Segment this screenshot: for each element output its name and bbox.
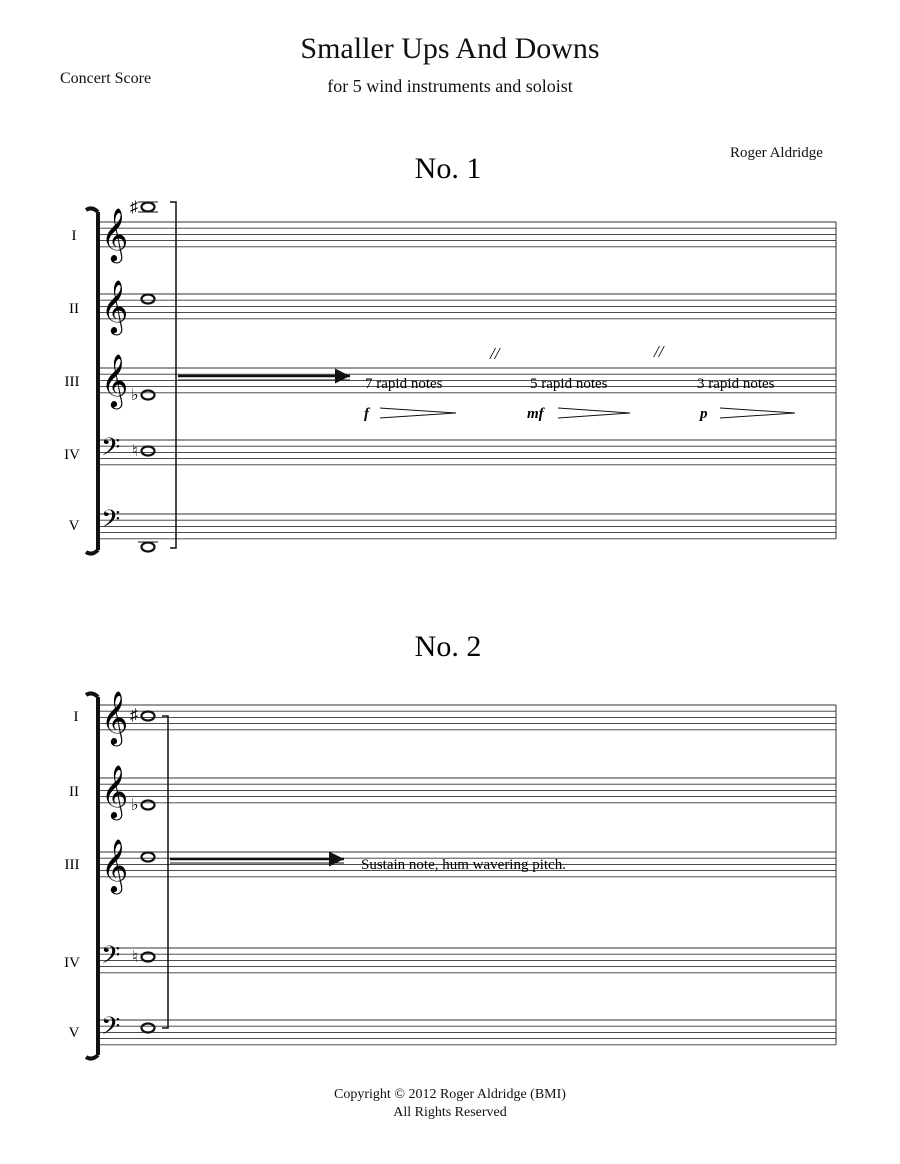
- decrescendo-hairpin: [720, 408, 795, 418]
- rapid-notes-instruction: 3 rapid notes: [697, 376, 775, 392]
- score-subtitle: for 5 wind instruments and soloist: [327, 76, 573, 96]
- treble-clef-icon: 𝄞: [101, 840, 129, 891]
- decrescendo-hairpin: [558, 408, 630, 418]
- whole-note: [142, 853, 155, 862]
- staff-label: I: [71, 228, 77, 244]
- treble-clef-icon: 𝄞: [101, 766, 129, 817]
- bass-clef-icon: 𝄢: [101, 434, 121, 467]
- flat-icon: ♭: [131, 387, 139, 404]
- staff-label: V: [68, 518, 80, 534]
- rapid-notes-instruction: 7 rapid notes: [365, 376, 443, 392]
- bass-clef-icon: 𝄢: [101, 942, 121, 975]
- whole-note: [142, 801, 155, 810]
- staff-label: IV: [64, 447, 80, 463]
- system-1-heading: No. 1: [414, 152, 482, 185]
- staff-label: II: [69, 784, 79, 800]
- copyright-notice: [0, 1086, 900, 1122]
- composer-name: Roger Aldridge: [730, 145, 823, 161]
- whole-note: [142, 203, 155, 212]
- whole-note: [142, 712, 155, 721]
- system-2-cue-bracket: [162, 716, 168, 1028]
- natural-icon: ♮: [132, 949, 138, 966]
- sharp-icon: ♯: [130, 707, 138, 724]
- breath-mark: //: [490, 344, 500, 363]
- staff-label: IV: [64, 955, 80, 971]
- staff-label: II: [69, 301, 79, 317]
- decrescendo-hairpin: [380, 408, 456, 418]
- whole-note: [142, 447, 155, 456]
- dynamic-marking: mf: [527, 406, 544, 422]
- copyright-line: Copyright © 2012 Roger Aldridge (BMI): [334, 1087, 566, 1102]
- staff-label: I: [73, 709, 79, 725]
- treble-clef-icon: 𝄞: [101, 355, 129, 406]
- whole-note: [142, 1024, 155, 1033]
- sharp-icon: ♯: [130, 199, 138, 216]
- staff-label: III: [64, 374, 80, 390]
- treble-clef-icon: 𝄞: [101, 692, 129, 743]
- treble-clef-icon: 𝄞: [101, 209, 129, 260]
- whole-note: [142, 295, 155, 304]
- dynamic-marking: p: [700, 406, 708, 422]
- staff-label: V: [68, 1025, 80, 1041]
- flat-icon: ♭: [131, 797, 139, 814]
- system-2-heading: No. 2: [414, 630, 482, 663]
- score-type-label: Concert Score: [60, 70, 152, 87]
- rapid-notes-instruction: 5 rapid notes: [530, 376, 608, 392]
- score-title: Smaller Ups And Downs: [300, 32, 600, 65]
- whole-note: [142, 391, 155, 400]
- bass-clef-icon: 𝄢: [101, 1013, 121, 1046]
- system-1-bracket: [86, 208, 98, 553]
- bass-clef-icon: 𝄢: [101, 506, 121, 539]
- dynamic-marking: f: [364, 406, 369, 422]
- system-2-staves: [98, 705, 836, 1045]
- treble-clef-icon: 𝄞: [101, 281, 129, 332]
- system-2-bracket: [86, 693, 98, 1058]
- sustain-instruction: Sustain note, hum wavering pitch.: [361, 857, 566, 873]
- breath-mark: //: [654, 342, 664, 361]
- whole-note: [142, 543, 155, 552]
- natural-icon: ♮: [132, 443, 138, 460]
- staff-label: III: [64, 857, 80, 873]
- system-1-cue-bracket: [170, 202, 176, 548]
- rights-line: All Rights Reserved: [393, 1105, 507, 1120]
